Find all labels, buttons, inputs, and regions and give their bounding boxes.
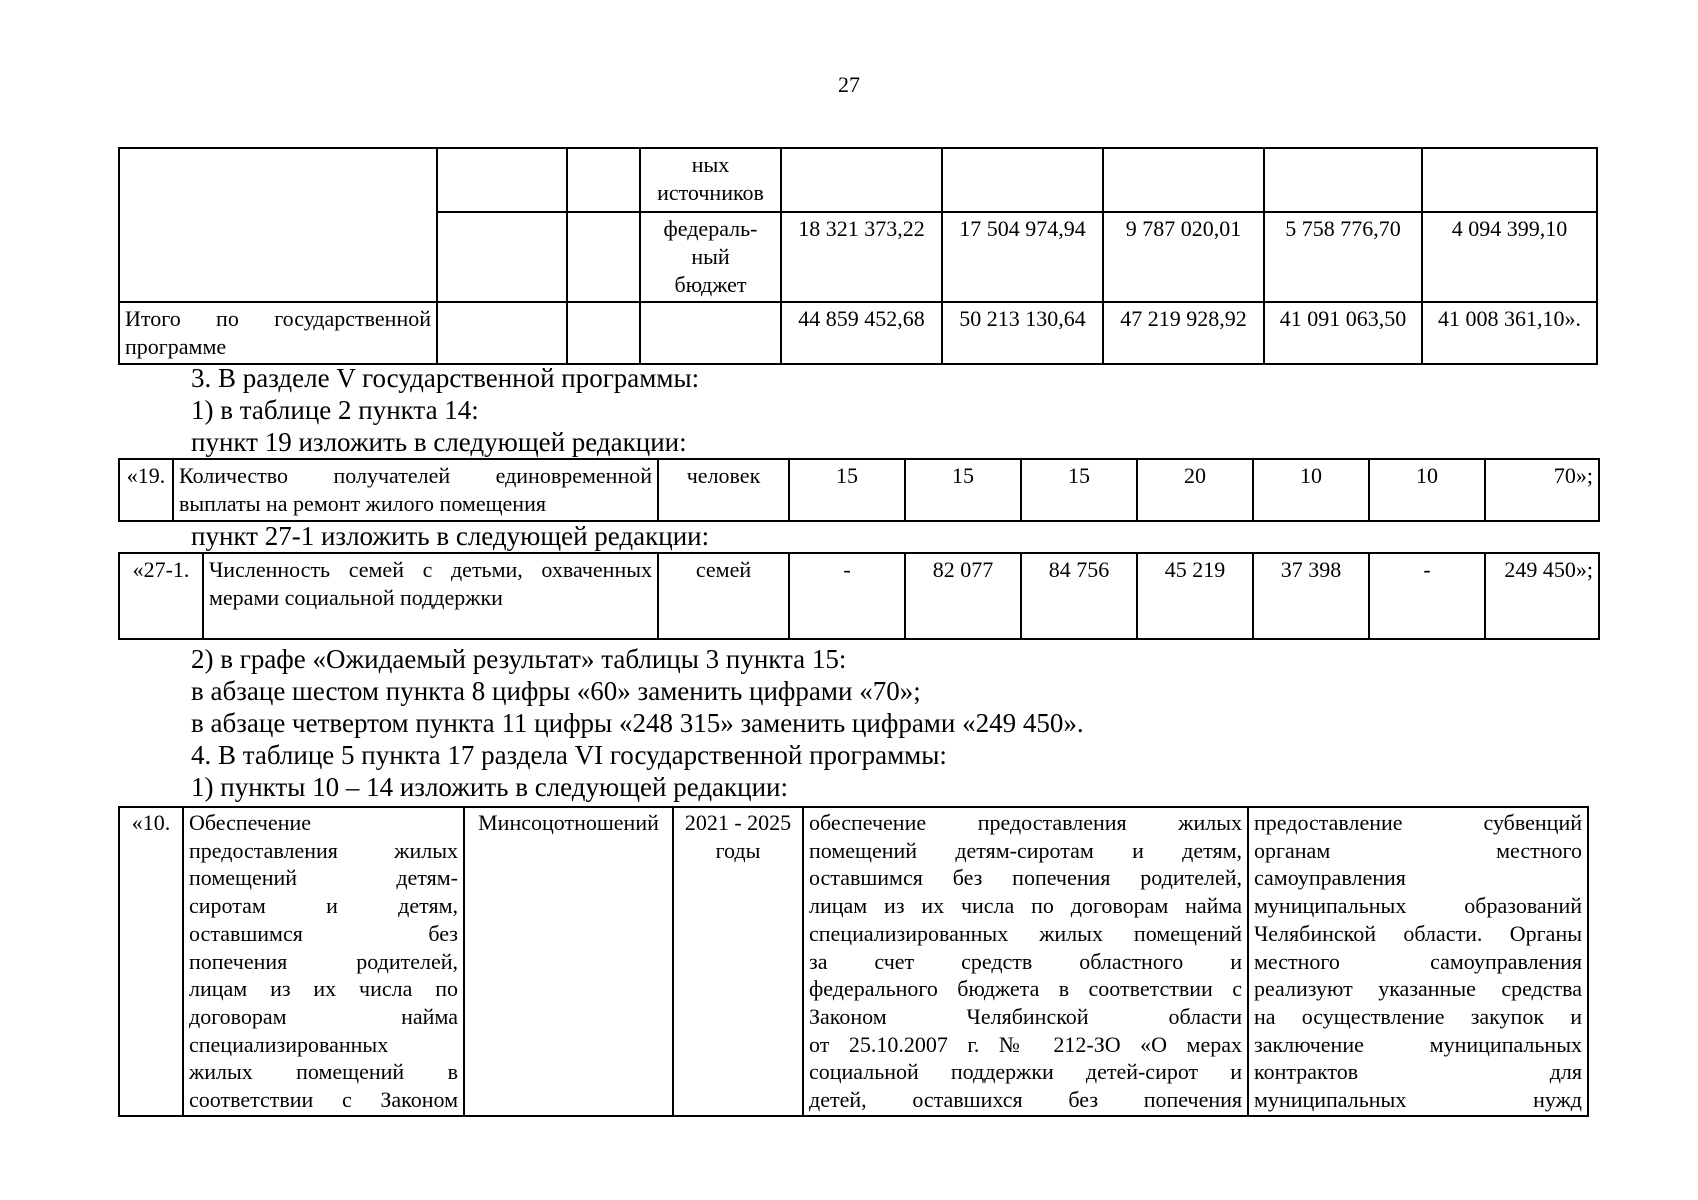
value-cell: - (789, 553, 905, 639)
unit-cell: семей (658, 553, 789, 639)
total-amount-cell: 41 008 361,10». (1422, 302, 1597, 364)
indicator-table-27-1 (118, 552, 1600, 640)
total-amount-cell: 44 859 452,68 (781, 302, 942, 364)
paragraph: 4. В таблице 5 пункта 17 раздела VI государственной программы: (191, 740, 947, 770)
page-number: 27 (838, 72, 860, 97)
indicator-table-19 (118, 458, 1600, 522)
value-cell: 15 (905, 459, 1021, 521)
value-cell: 10 (1253, 459, 1369, 521)
table-row (119, 459, 1599, 521)
value-cell: 37 398 (1253, 553, 1369, 639)
mechanism-cell: предоставление субвенций органам местного самоуправления муниципальных образований Челябинской области. Органы местного самоуправления реализуют указанные средства на осуществление закупок и заключение муниципальных контрактов для муниципальных нужд (1248, 807, 1588, 1116)
amount-cell: 5 758 776,70 (1264, 212, 1422, 302)
item-number: «10. (119, 807, 183, 1116)
amount-cell: 9 787 020,01 (1103, 212, 1264, 302)
total-amount-cell: 41 091 063,50 (1264, 302, 1422, 364)
table-row (119, 302, 1597, 364)
value-cell: 45 219 (1137, 553, 1253, 639)
table-row (119, 148, 1597, 212)
amount-cell: 4 094 399,10 (1422, 212, 1597, 302)
item-number: «19. (119, 459, 173, 521)
value-cell: 249 450»; (1485, 553, 1599, 639)
funding-source-cell: ных источников (640, 148, 781, 212)
expected-result-cell: обеспечение предоставления жилых помещений детям-сиротам и детям, оставшимся без попечения родителей, лицам из их числа по договорам найма специализированных жилых помещений за счет средств областного и федерального бюджета в соответствии с Законом Челябинской области от 25.10.2007 г. № 212-ЗО «О мерах социальной поддержки детей-сирот и детей, оставшихся без попечения (803, 807, 1248, 1116)
indicator-name: Количество получателей единовременной выплаты на ремонт жилого помещения (173, 459, 658, 521)
period-cell: 2021 - 2025 годы (673, 807, 803, 1116)
measure-name-cell: Обеспечение предоставления жилых помещений детям- сиротам и детям, оставшимся без попечения родителей, лицам из их числа по договорам найма специализированных жилых помещений в соответствии с Законом (183, 807, 464, 1116)
item-number: «27-1. (119, 553, 203, 639)
table-row (119, 553, 1599, 639)
paragraph: 3. В разделе V государственной программы: (191, 363, 700, 393)
value-cell: 70»; (1485, 459, 1599, 521)
value-cell: 15 (789, 459, 905, 521)
indicator-name: Численность семей с детьми, охваченных мерами социальной поддержки (203, 553, 658, 639)
table-row (119, 807, 1588, 1116)
amount-cell: 17 504 974,94 (942, 212, 1103, 302)
value-cell: - (1369, 553, 1485, 639)
paragraph: в абзаце четвертом пункта 11 цифры «248 315» заменить цифрами «249 450». (191, 708, 1084, 738)
value-cell: 15 (1021, 459, 1137, 521)
total-amount-cell: 50 213 130,64 (942, 302, 1103, 364)
total-label-cell: Итого по государственной программе (119, 302, 437, 364)
total-amount-cell: 47 219 928,92 (1103, 302, 1264, 364)
paragraph: 1) в таблице 2 пункта 14: (191, 395, 479, 425)
paragraph: пункт 27-1 изложить в следующей редакции: (191, 521, 710, 551)
executor-cell: Минсоцотношений (464, 807, 673, 1116)
funding-source-cell: федераль- ный бюджет (640, 212, 781, 302)
value-cell: 10 (1369, 459, 1485, 521)
paragraph: 2) в графе «Ожидаемый результат» таблицы 3 пункта 15: (191, 644, 847, 674)
paragraph: пункт 19 изложить в следующей редакции: (191, 427, 687, 457)
unit-cell: человек (658, 459, 789, 521)
value-cell: 20 (1137, 459, 1253, 521)
paragraph: 1) пункты 10 – 14 изложить в следующей редакции: (191, 772, 789, 802)
amount-cell: 18 321 373,22 (781, 212, 942, 302)
measures-table (118, 806, 1589, 1117)
financing-table (118, 147, 1598, 365)
value-cell: 84 756 (1021, 553, 1137, 639)
paragraph: в абзаце шестом пункта 8 цифры «60» заменить цифрами «70»; (191, 676, 921, 706)
value-cell: 82 077 (905, 553, 1021, 639)
